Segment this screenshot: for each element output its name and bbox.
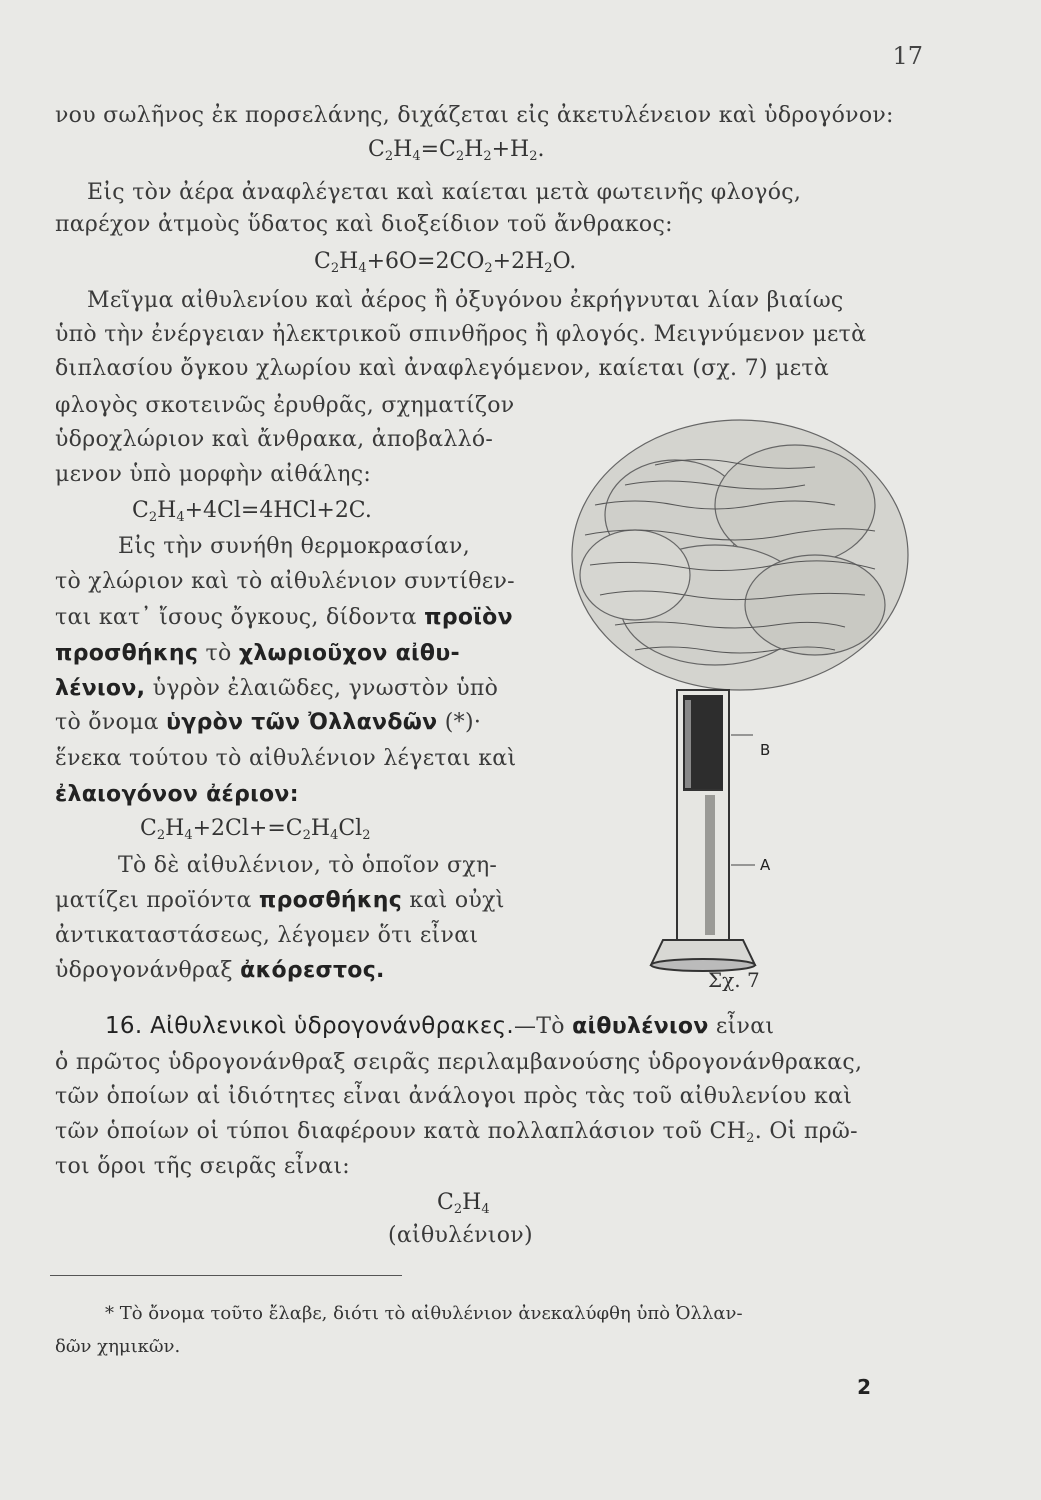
text-line: μενον ὑπὸ μορφὴν αἰθάλης: [55, 462, 372, 487]
bold-term: λένιον, [55, 676, 146, 701]
footnote-line: * Τὸ ὄνομα τοῦτο ἔλαβε, διότι τὸ αἰθυλένιον ἀνεκαλύφθη ὑπὸ Ὀλλαν- [105, 1303, 743, 1324]
text-line: (αἰθυλένιον) [388, 1223, 533, 1248]
formula-ethylene-chlorine-addition: $C_2H_4+2Cl+=C_2H_4Cl_2$ [140, 816, 371, 843]
smoke-cloud [572, 420, 908, 690]
formula-ethylene: $C_2H_4$ [437, 1190, 490, 1217]
text-line: ματίζει προϊόντα προσθήκης καὶ οὐχὶ [55, 888, 505, 913]
bold-term: προσθήκης [55, 641, 199, 666]
formula-ethylene-chlorine-combustion: $C_2H_4+4Cl=4HCl+2C$. [132, 498, 372, 525]
text-line: τῶν ὁποίων οἱ τύποι διαφέρουν κατὰ πολλαπλάσιον τοῦ $CH_2$. Οἱ πρῶ- [55, 1119, 858, 1146]
text-line: τῶν ὁποίων αἱ ἰδιότητες εἶναι ἀνάλογοι πρὸς τὰς τοῦ αἰθυλενίου καὶ [55, 1084, 853, 1109]
bold-term: αἰθυλένιον [572, 1014, 709, 1039]
bold-term: ἐλαιογόνον ἀέριον: [55, 782, 299, 807]
signature-number: 2 [857, 1375, 871, 1399]
bold-term: χλωριοῦχον αἰθυ- [238, 641, 460, 666]
text-line: διπλασίου ὄγκου χλωρίου καὶ ἀναφλεγόμενον, καίεται (σχ. 7) μετὰ [55, 356, 830, 381]
text-line: τὸ χλώριον καὶ τὸ αἰθυλένιον συντίθεν- [55, 569, 515, 594]
page-number: 17 [892, 42, 923, 70]
text-line: λένιον, ὑγρὸν ἐλαιῶδες, γνωστὸν ὑπὸ [55, 676, 499, 701]
label-b: B [760, 741, 771, 759]
figure-ethylene-chlorine-cylinder [555, 395, 925, 995]
text-line: νου σωλῆνος ἐκ πορσελάνης, διχάζεται εἰς ἀκετυλένειον καὶ ὑδρογόνον: [55, 103, 894, 128]
text-line: προσθήκης τὸ χλωριοῦχον αἰθυ- [55, 641, 460, 666]
text-line: ὑδρογονάνθραξ ἀκόρεστος. [55, 958, 385, 983]
text-line: Εἰς τὴν συνήθη θερμοκρασίαν, [118, 534, 471, 559]
text-line: ὑδροχλώριον καὶ ἄνθρακα, ἀποβαλλό- [55, 427, 494, 452]
text-line: ται κατ᾽ ἴσους ὄγκους, δίδοντα προϊὸν [55, 605, 513, 630]
section-heading-line: 16. Αἰθυλενικοὶ ὑδρογονάνθρακες.—Τὸ αἰθυλένιον εἶναι [105, 1013, 775, 1039]
section-heading: 16. Αἰθυλενικοὶ ὑδρογονάνθρακες. [105, 1013, 514, 1039]
figure-caption: Σχ. 7 [708, 968, 760, 992]
text-line: τὸ ὄνομα ὑγρὸν τῶν Ὀλλανδῶν (*)· [55, 710, 482, 735]
text-line [55, 782, 299, 807]
text-line: ἀντικαταστάσεως, λέγομεν ὅτι εἶναι [55, 923, 479, 948]
text-line: ὑπὸ τὴν ἐνέργειαν ἠλεκτρικοῦ σπινθῆρος ἢ φλογός. Μειγνύμενον μετὰ [55, 322, 867, 347]
text-line: φλογὸς σκοτεινῶς ἐρυθρᾶς, σχηματίζον [55, 393, 515, 418]
text-line: ἕνεκα τούτου τὸ αἰθυλένιον λέγεται καὶ [55, 746, 517, 771]
bold-term: προσθήκης [258, 888, 403, 913]
text-line: Εἰς τὸν ἀέρα ἀναφλέγεται καὶ καίεται μετὰ φωτεινῆς φλογός, [87, 180, 802, 205]
text-line: ὁ πρῶτος ὑδρογονάνθραξ σειρᾶς περιλαμβανούσης ὑδρογονάνθρακας, [55, 1050, 863, 1075]
text-line: παρέχον ἀτμοὺς ὕδατος καὶ διοξείδιον τοῦ ἄνθρακος: [55, 212, 673, 237]
text-line: τοι ὅροι τῆς σειρᾶς εἶναι: [55, 1154, 350, 1179]
formula-ethylene-decomposition: $C_2H_4=C_2H_2+H_2$. [368, 137, 545, 164]
text-line: Τὸ δὲ αἰθυλένιον, τὸ ὁποῖον σχη- [118, 853, 498, 878]
cylinder-smoke-illustration [555, 395, 925, 995]
formula-ethylene-combustion: $C_2H_4+6O=2CO_2+2H_2O$. [314, 249, 577, 276]
bold-term: ἀκόρεστος. [240, 958, 385, 983]
text-line: Μεῖγμα αἰθυλενίου καὶ ἀέρος ἢ ὀξυγόνου ἐκρήγνυται λίαν βιαίως [87, 288, 844, 313]
footnote-line: δῶν χημικῶν. [55, 1336, 181, 1357]
cylinder-shade [705, 795, 715, 935]
label-a: A [760, 856, 771, 874]
formula-ch2: $CH_2$ [709, 1119, 755, 1146]
bold-term: ὑγρὸν τῶν Ὀλλανδῶν [166, 710, 438, 735]
footnote-divider [50, 1275, 402, 1276]
bold-term: προϊὸν [424, 605, 513, 630]
